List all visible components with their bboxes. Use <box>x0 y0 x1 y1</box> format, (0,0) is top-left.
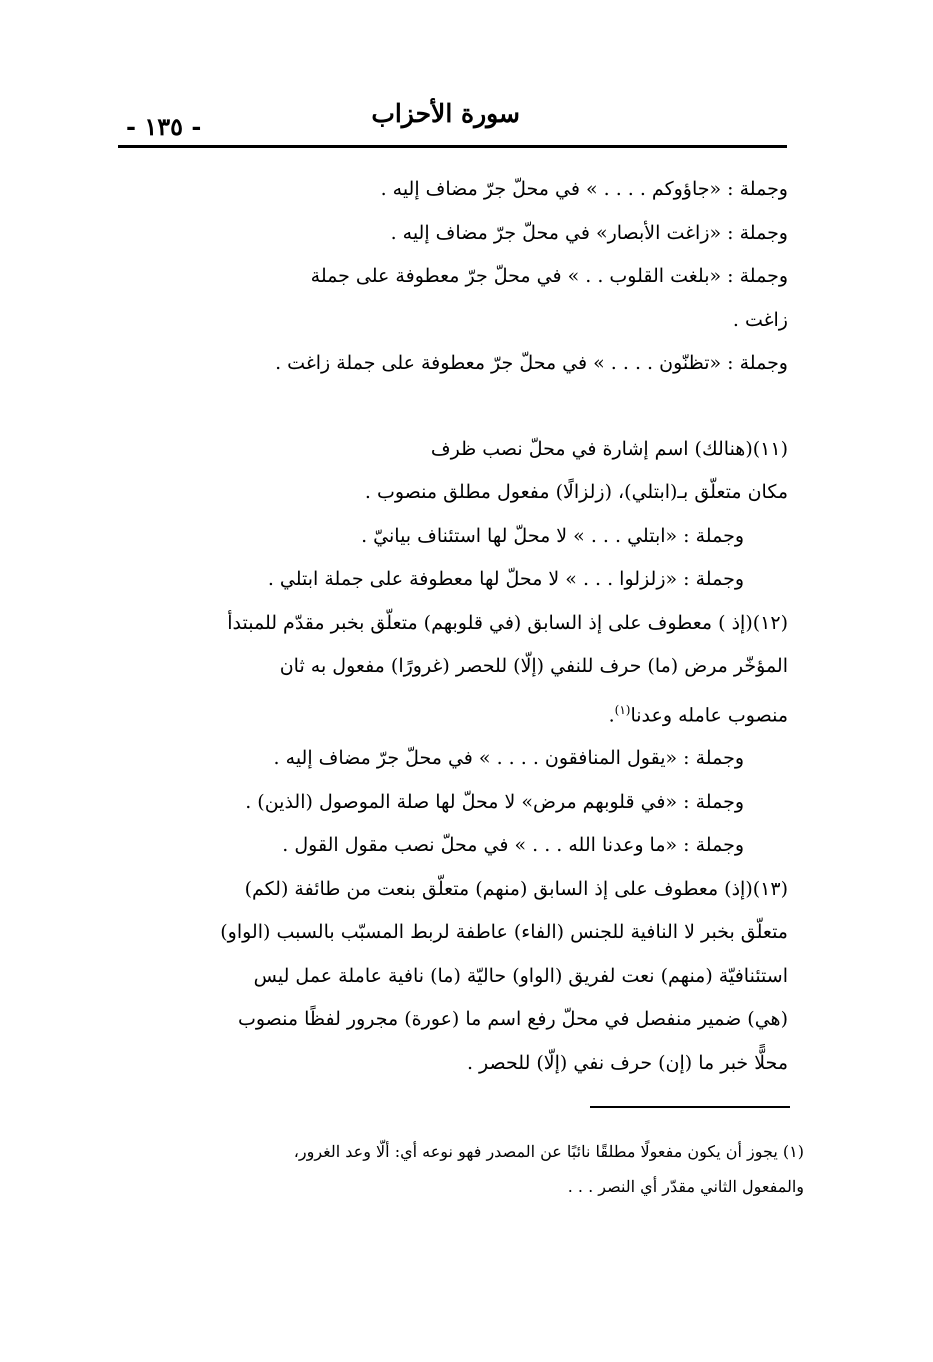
footnote-divider <box>590 1106 790 1108</box>
text-line: استئنافيّة (منهم) نعت لفريق (الواو) حاليّة (ما) نافية عاملة عمل ليس <box>253 964 788 987</box>
footnote-line: (١) يجوز أن يكون مفعولًا مطلقًا نائبًا عن المصدر فهو نوعه أي: ألّا وعد الغرور، <box>293 1142 804 1161</box>
text-line: متعلّق بخبر لا النافية للجنس (الفاء) عاطفة لربط المسبّب بالسبب (الواو) <box>220 921 788 944</box>
page-title: سورة الأحزاب <box>371 99 520 128</box>
text-line: وجملة : «بلغت القلوب . . » في محلّ جرّ معطوفة على جملة <box>310 265 788 287</box>
page-header <box>118 96 788 146</box>
text-line: وجملة : «في قلوبهم مرض» لا محلّ لها صلة الموصول (الذين) . <box>245 790 744 813</box>
paragraph-gap <box>126 386 788 428</box>
header-divider <box>118 145 787 148</box>
text-line <box>126 689 788 738</box>
text-line: وجملة : «زلزلوا . . . » لا محلّ لها معطوفة على جملة ابتلي . <box>267 568 744 590</box>
footnote-reference: (١) <box>614 702 631 717</box>
text-fragment: منصوب عامله وعدنا <box>630 703 788 726</box>
text-line: المؤخّر مرض (ما) حرف للنفي (إلّا) للحصر (غرورًا) مفعول به ثان <box>279 655 788 677</box>
text-line: (١٣)(إذ) معطوف على إذ السابق (منهم) متعلّق بنعت من طائفة (لكم) <box>244 877 788 900</box>
text-line: وجملة : «جاؤوكم . . . . » في محلّ جرّ مضاف إليه . <box>380 178 788 200</box>
text-line: (هي) ضمير منفصل في محلّ رفع اسم ما (عورة) مجرور لفظًا منصوب <box>237 1008 788 1031</box>
text-line: وجملة : «ابتلي . . . » لا محلّ لها استئناف بيانيّ . <box>361 524 744 547</box>
footnote <box>138 1134 804 1204</box>
page-number: - ١٣٥ - <box>126 112 202 141</box>
text-line: وجملة : «تظنّون . . . . » في محلّ جرّ معطوفة على جملة زاغت . <box>275 352 788 374</box>
main-text <box>126 168 788 1085</box>
text-line: وجملة : «زاغت الأبصار» في محلّ جرّ مضاف إليه . <box>390 221 788 244</box>
text-line: زاغت . <box>732 308 788 331</box>
text-fragment: . <box>608 703 615 726</box>
text-line: (١١)(هنالك) اسم إشارة في محلّ نصب ظرف <box>430 437 788 460</box>
text-line: (١٢)(إذ ) معطوف على إذ السابق (في قلوبهم) متعلّق بخبر مقدّم للمبتدأ <box>227 611 788 634</box>
text-line: مكان متعلّق بـ(ابتلي)، (زلزالًا) مفعول مطلق منصوب . <box>364 481 788 503</box>
text-line: محلًّا خبر ما (إن) حرف نفي (إلّا) للحصر . <box>466 1051 788 1074</box>
footnote-line: والمفعول الثاني مقدّر أي النصر . . . <box>567 1177 804 1196</box>
text-line: وجملة : «يقول المنافقون . . . . » في محلّ جرّ مضاف إليه . <box>273 747 744 770</box>
text-line: وجملة : «ما وعدنا الله . . . » في محلّ نصب مقول القول . <box>282 834 744 857</box>
